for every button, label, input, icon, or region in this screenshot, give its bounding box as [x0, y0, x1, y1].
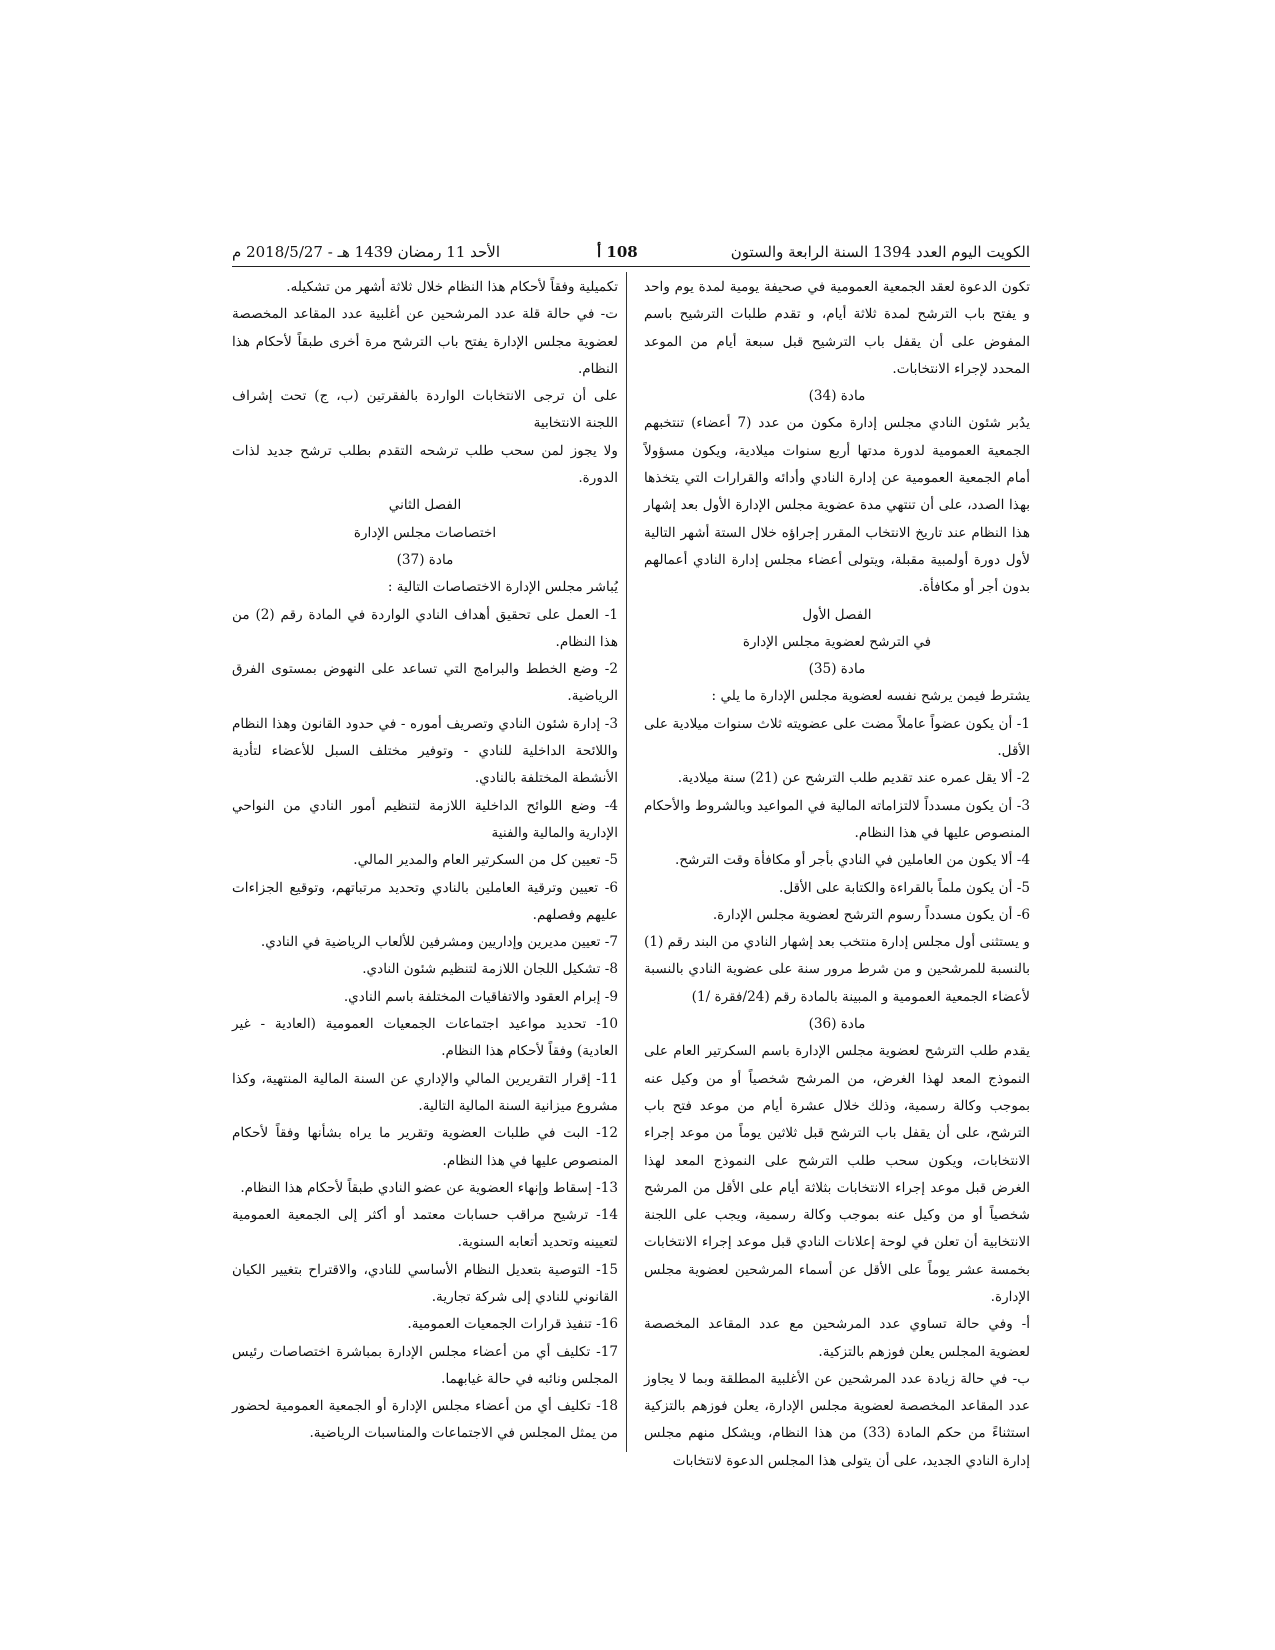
paragraph: ت- في حالة قلة عدد المرشحين عن أغلبية عدد المقاعد المخصصة لعضوية مجلس الإدارة يفتح باب الترشح مرة أخرى طبقاً لأحكام هذا النظام.	[232, 306, 618, 377]
paragraph: على أن ترجى الانتخابات الواردة بالفقرتين (ب، ج) تحت إشراف اللجنة الانتخابية	[232, 388, 618, 432]
list-item: 2- وضع الخطط والبرامج التي تساعد على النهوض بمستوى الفرق الرياضية.	[232, 661, 618, 705]
header-page-number: 108 أ	[597, 243, 638, 261]
list-item: 9- إبرام العقود والاتفاقيات المختلفة باسم النادي.	[343, 988, 618, 1005]
paragraph: و يستثنى أول مجلس إدارة منتخب بعد إشهار النادي من البند رقم (1) بالنسبة للمرشحين و من شرط مرور سنة على عضوية النادي بالنسبة لأعضاء الجمعية العمومية و المبينة بالمادة رقم (24/فقرة /1)	[644, 934, 1030, 1005]
paragraph: تكميلية وفقاً لأحكام هذا النظام خلال ثلاثة أشهر من تشكيله.	[286, 279, 618, 295]
header-publication: الكويت اليوم العدد 1394 السنة الرابعة والستون	[730, 243, 1030, 261]
list-item: 4- وضع اللوائح الداخلية اللازمة لتنظيم أمور النادي من النواحي الإدارية والمالية والفنية	[232, 797, 618, 841]
list-item: 5- تعيين كل من السكرتير العام والمدير المالي.	[353, 852, 618, 869]
list-item: 1- العمل على تحقيق أهداف النادي الواردة في المادة رقم (2) من هذا النظام.	[232, 606, 618, 650]
header-date: الأحد 11 رمضان 1439 هـ - 2018/5/27 م	[232, 243, 501, 261]
list-item: 2- ألا يقل عمره عند تقديم طلب الترشح عن (21) سنة ميلادية.	[677, 770, 1030, 787]
article-heading: مادة (37)	[396, 551, 454, 568]
chapter-subheading: اختصاصات مجلس الإدارة	[353, 524, 497, 541]
list-item: 10- تحديد مواعيد اجتماعات الجمعيات العمومية (العادية - غير العادية) وفقاً لأحكام هذا النظام.	[232, 1016, 618, 1060]
list-item: 6- تعيين وترقية العاملين بالنادي وتحديد مرتباتهم، وتوقيع الجزاءات عليهم وفصلهم.	[232, 879, 618, 923]
article-heading: مادة (35)	[808, 661, 866, 678]
list-item: 15- التوصية بتعديل النظام الأساسي للنادي، والاقتراح بتغيير الكيان القانوني للنادي إلى شركة تجارية.	[232, 1261, 618, 1305]
list-item: 3- أن يكون مسدداً لالتزاماته المالية في المواعيد وبالشروط والأحكام المنصوص عليها في هذا النظام.	[644, 797, 1030, 841]
header-rule	[232, 266, 1030, 267]
list-item: 1- أن يكون عضواً عاملاً مضت على عضويته ثلاث سنوات ميلادية على الأقل.	[644, 715, 1030, 760]
column-divider	[626, 272, 627, 1452]
chapter-heading: الفصل الأول	[802, 606, 872, 623]
page-header	[232, 240, 1030, 264]
list-item: 18- تكليف أي من أعضاء مجلس الإدارة أو الجمعية العمومية لحضور من يمثل المجلس في الاجتماعات والمناسبات الرياضية.	[232, 1398, 618, 1442]
list-item: 4- ألا يكون من العاملين في النادي بأجر أو مكافأة وقت الترشح.	[674, 852, 1030, 869]
list-item: 12- البت في طلبات العضوية وتقرير ما يراه بشأنها وفقاً لأحكام المنصوص عليها في هذا النظام.	[232, 1125, 618, 1169]
list-item: 16- تنفيذ قرارات الجمعيات العمومية.	[407, 1316, 618, 1333]
list-item: 13- إسقاط وإنهاء العضوية عن عضو النادي طبقاً لأحكام هذا النظام.	[240, 1179, 618, 1196]
paragraph: ب- في حالة زيادة عدد المرشحين عن الأغلبية المطلقة وبما لا يجاوز عدد المقاعد المخصصة لعضوية مجلس الإدارة، يعلن فوزهم بالتزكية استثناءً من حكم المادة (33) من هذا النظام، ويشكل منهم مجلس إدارة النادي الجديد، على أن يتولى هذا المجلس الدعوة لانتخابات	[644, 1370, 1031, 1469]
list-item: 8- تشكيل اللجان اللازمة لتنظيم شئون النادي.	[362, 961, 618, 978]
list-item: 11- إقرار التقريرين المالي والإداري عن السنة المالية المنتهية، وكذا مشروع ميزانية السنة المالية التالية.	[232, 1070, 618, 1114]
article-heading: مادة (36)	[808, 1016, 866, 1033]
right-column	[644, 274, 1030, 1475]
list-item: 7- تعيين مديرين وإداريين ومشرفين للألعاب الرياضية في النادي.	[260, 934, 618, 951]
list-item: 17- تكليف أي من أعضاء مجلس الإدارة بمباشرة اختصاصات رئيس المجلس ونائبه في حالة غيابهما.	[232, 1343, 618, 1387]
paragraph: يشترط فيمن يرشح نفسه لعضوية مجلس الإدارة ما يلي :	[711, 688, 1030, 705]
list-item: 6- أن يكون مسدداً رسوم الترشح لعضوية مجلس الإدارة.	[712, 906, 1030, 923]
list-item: 3- إدارة شئون النادي وتصريف أموره - في حدود القانون وهذا النظام واللائحة الداخلية للنادي - وتوفير مختلف السبل للأعضاء لتأدية الأنشطة المختلفة بالنادي.	[232, 715, 618, 787]
article-heading: مادة (34)	[808, 388, 866, 405]
paragraph: يُباشر مجلس الإدارة الاختصاصات التالية :	[387, 579, 618, 596]
paragraph: يقدم طلب الترشح لعضوية مجلس الإدارة باسم السكرتير العام على النموذج المعد لهذا الغرض، من المرشح شخصياً أو من وكيل عنه بموجب وكالة رسمية، وذلك خلال عشرة أيام من موعد فتح باب الترشح، على أن يقفل باب الترشح قبل ثلاثين يوماً من موعد إجراء الانتخابات، ويكون سحب طلب الترشح على النموذج المعد لهذا الغرض قبل موعد إجراء الانتخابات بثلاثة أيام على الأقل من المرشح شخصياً أو من وكيل عنه بموجب وكالة رسمية، ويجب على اللجنة الانتخابية أن تعلن في لوحة إعلانات النادي قبل موعد إجراء الانتخابات بخمسة عشر يوماً على الأقل عن أسماء المرشحين لعضوية مجلس الإدارة.	[644, 1043, 1030, 1305]
left-column	[232, 274, 618, 1448]
list-item: 14- ترشيح مراقب حسابات معتمد أو أكثر إلى الجمعية العمومية لتعيينه وتحديد أتعابه السنوية.	[232, 1207, 618, 1251]
paragraph: ولا يجوز لمن سحب طلب ترشحه التقدم بطلب ترشح جديد لذات الدورة.	[232, 442, 618, 487]
list-item: 5- أن يكون ملماً بالقراءة والكتابة على الأقل.	[779, 879, 1030, 896]
chapter-heading: الفصل الثاني	[388, 497, 462, 514]
paragraph: أ- وفي حالة تساوي عدد المرشحين مع عدد المقاعد المخصصة لعضوية المجلس يعلن فوزهم بالتزكية.	[644, 1316, 1030, 1360]
paragraph: يدُبر شئون النادي مجلس إدارة مكون من عدد (7 أعضاء) تنتخبهم الجمعية العمومية لدورة مدتها أربع سنوات ميلادية، ويكون مسؤولاً أمام الجمعية العمومية عن إدارة النادي وأدائه والقرارات التي يتخذها بهذا الصدد، على أن تنتهي مدة عضوية مجلس الإدارة الأول بعد إشهار هذا النظام عند تاريخ الانتخاب المقرر إجراؤه خلال الستة أشهر التالية لأول دورة أولمبية مقبلة، ويتولى أعضاء مجلس إدارة النادي أعمالهم بدون أجر أو مكافأة.	[644, 415, 1030, 596]
chapter-subheading: في الترشح لعضوية مجلس الإدارة	[742, 633, 932, 650]
paragraph: تكون الدعوة لعقد الجمعية العمومية في صحيفة يومية لمدة يوم واحد و يفتح باب الترشح لمدة ثلاثة أيام، و تقدم طلبات الترشيح باسم المفوض على أن يقفل باب الترشيح قبل سبعة أيام من الموعد المحدد لإجراء الانتخابات.	[644, 279, 1030, 377]
